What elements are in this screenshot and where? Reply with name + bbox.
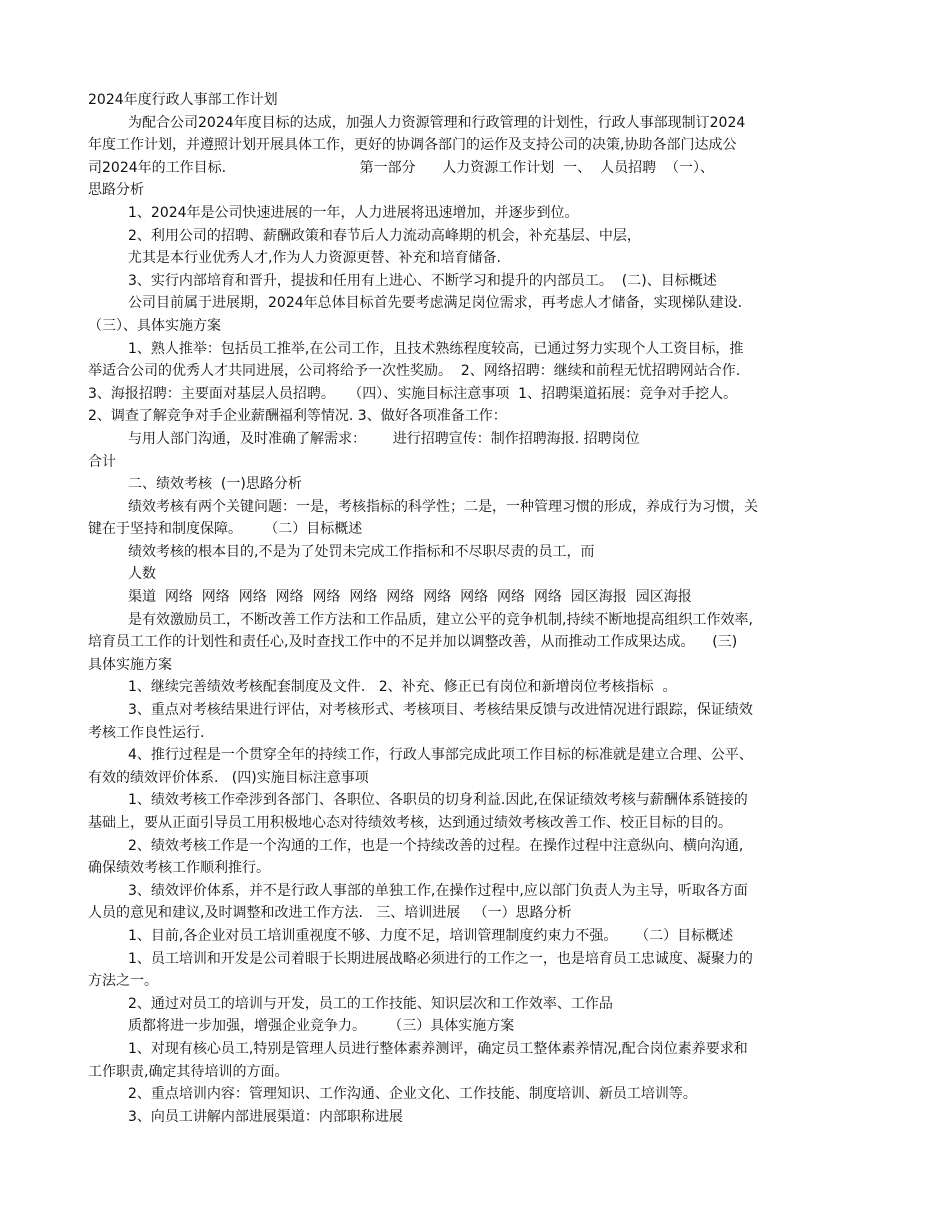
body-line: 2、绩效考核工作是一个沟通的工作，也是一个持续改善的过程。在操作过程中注意纵向、横向沟通, [128,837,744,854]
body-line: 2、调查了解竞争对手企业薪酬福利等情况. 3、做好各项准备工作： [88,408,507,425]
body-line: 1、熟人推举：包括员工推举,在公司工作，且技术熟练程度较高，已通过努力实现个人工资目标，推 [128,340,744,357]
body-line: 3、海报招聘：主要面对基层人员招聘。 （四）、实施目标注意事项 1、招聘渠道拓展：竞争对手挖人。 [88,385,738,402]
body-line: 培育员工工作的计划性和责任心,及时查找工作中的不足并加以调整改善，从而推动工作成果达成。 (三) [88,634,738,651]
body-line: 思路分析 [88,182,144,199]
body-line: 确保绩效考核工作顺利推行。 [88,860,270,877]
body-line: 1、目前,各企业对员工培训重视度不够、力度不足，培训管理制度约束力不强。 （二）目标概述 [128,927,734,944]
body-line: 工作职责,确定其待培训的方面。 [88,1063,289,1080]
body-line: 质都将进一步加强，增强企业竞争力。 （三）具体实施方案 [128,1018,515,1035]
body-line: 键在于坚持和制度保障。 （二）目标概述 [88,521,363,538]
body-line: 为配合公司2024年度目标的达成，加强人力资源管理和行政管理的计划性，行政人事部现制订2024 [128,114,746,131]
body-line: 方法之一。 [88,973,158,990]
document-body [88,112,862,1129]
body-line: 尤其是本行业优秀人才,作为人力资源更替、补充和培育储备. [128,250,501,267]
body-line: 司2024年的工作目标. 第一部分 人力资源工作计划 一、 人员招聘 （一）、 [88,159,714,176]
body-line: 绩效考核的根本目的,不是为了处罚未完成工作指标和不尽职尽责的员工，而 [128,543,595,560]
body-line: 3、向员工讲解内部进展渠道：内部职称进展 [128,1108,403,1125]
body-line: 考核工作良性运行. [88,724,205,741]
body-line: 绩效考核有两个关键问题：一是，考核指标的科学性；二是，一种管理习惯的形成，养成行为习惯，关 [128,498,758,515]
body-line: 基础上，要从正面引导员工用积极地心态对待绩效考核，达到通过绩效考核改善工作、校正目标的目的。 [88,815,732,831]
body-line: 与用人部门沟通，及时准确了解需求： 进行招聘宣传：制作招聘海报. 招聘岗位 [128,430,640,447]
body-line: 是有效激励员工，不断改善工作方法和工作品质，建立公平的竞争机制,持续不断地提高组织工作效率, [128,611,753,628]
body-line: 公司目前属于进展期，2024年总体目标首先要考虑满足岗位需求，再考虑人才储备，实现梯队建设. [128,295,743,312]
body-line: 人数 [128,566,156,583]
body-line: 举适合公司的优秀人才共同进展，公司将给予一次性奖励。 2、网络招聘：继续和前程无忧招聘网站合作. [88,363,741,380]
body-line: 合计 [88,453,116,470]
body-line: 渠道 网络 网络 网络 网络 网络 网络 网络 网络 网络 网络 网络 园区海报 园区海报 [128,589,692,606]
body-line: 4、推行过程是一个贯穿全年的持续工作，行政人事部完成此项工作目标的标准就是建立合理、公平、 [128,747,753,764]
document-title: 2024年度行政人事部工作计划 [88,92,278,108]
body-line: 有效的绩效评价体系. (四)实施目标注意事项 [88,769,369,786]
body-line: 2、通过对员工的培训与开发，员工的工作技能、知识层次和工作效率、工作品 [128,995,613,1012]
body-line: 二、绩效考核 (一)思路分析 [128,476,302,493]
body-line: 1、2024年是公司快速进展的一年，人力进展将迅速增加，并逐步到位。 [128,204,579,221]
body-line: 1、员工培训和开发是公司着眼于长期进展战略必须进行的工作之一，也是培育员工忠诚度、凝聚力的 [128,950,753,967]
body-line: （三）、具体实施方案 [88,317,221,334]
body-line: 3、重点对考核结果进行评估，对考核形式、考核项目、考核结果反馈与改进情况进行跟踪，保证绩效 [128,702,753,719]
body-line: 3、绩效评价体系，并不是行政人事部的单独工作,在操作过程中,应以部门负责人为主导，听取各方面 [128,882,748,899]
body-line: 具体实施方案 [88,656,172,673]
body-line: 3、实行内部培育和晋升，提拔和任用有上进心、不断学习和提升的内部员工。 (二)、目标概述 [128,272,717,289]
body-line: 2、利用公司的招聘、薪酬政策和春节后人力流动高峰期的机会，补充基层、中层， [128,227,641,244]
body-line: 1、绩效考核工作牵涉到各部门、各职位、各职员的切身利益.因此,在保证绩效考核与薪酬体系链接的 [128,792,748,809]
body-line: 1、继续完善绩效考核配套制度及文件. 2、补充、修正已有岗位和新增岗位考核指标 。 [128,679,677,696]
body-line: 1、对现有核心员工,特别是管理人员进行整体素养测评，确定员工整体素养情况,配合岗位素养要求和 [128,1040,748,1057]
body-line: 人员的意见和建议,及时调整和改进工作方法. 三、培训进展 （一）思路分析 [88,905,572,922]
body-line: 年度工作计划，并遵照计划开展具体工作，更好的协调各部门的运作及支持公司的决策,协助各部门达成公 [88,137,737,154]
body-line: 2、重点培训内容：管理知识、工作沟通、企业文化、工作技能、制度培训、新员工培训等。 [128,1086,697,1103]
